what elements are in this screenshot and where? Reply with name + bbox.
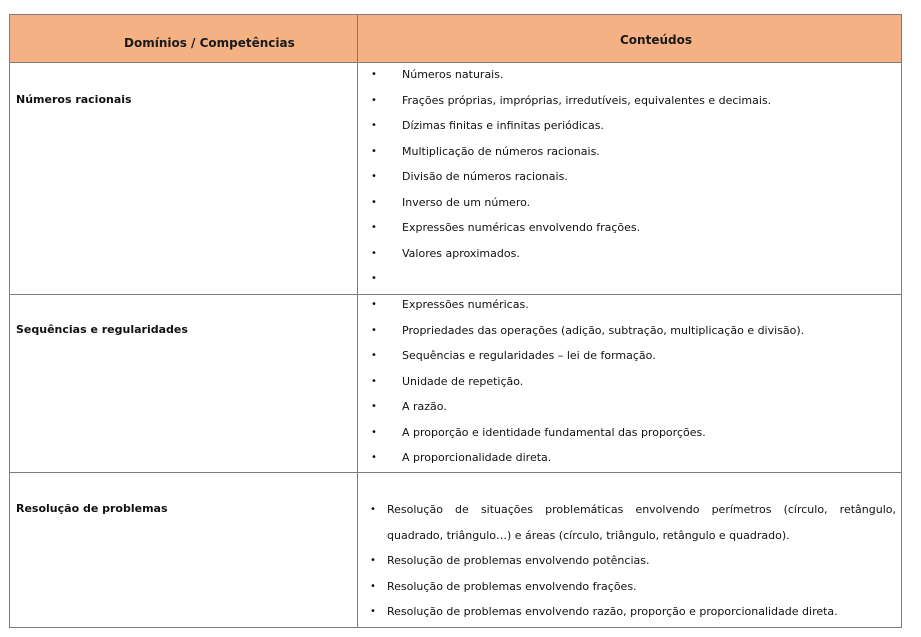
bullet-icon: • [370,555,376,566]
bullet-icon: • [371,299,377,310]
bullet-icon: • [371,69,377,80]
list-item: • A razão. [370,398,804,424]
bullet-icon: • [371,273,377,284]
header-contents: Conteúdos [620,33,692,47]
list-item: • Resolução de problemas envolvendo frações. [370,578,896,604]
bullet-icon: • [371,426,377,438]
list-item [370,270,771,296]
contents-list-numeros-racionais [370,66,771,296]
bullet-icon: • [371,247,377,259]
list-item: • A proporcionalidade direta. [370,449,804,475]
list-item: • Resolução de problemas envolvendo razão, proporção e proporcionalidade direta. [370,603,896,629]
content-table [9,14,902,628]
list-item: • Resolução de situações problemáticas envolvendo perímetros (círculo, retângulo, quadrado, triângulo…) e áreas (círculo, triângulo, retângulo e quadrado). [370,503,896,542]
list-item: • Expressões numéricas. [370,296,804,322]
bullet-icon: • [371,196,377,208]
list-item: • Unidade de repetição. [370,373,804,399]
domain-numeros-racionais: Números racionais [16,93,132,106]
bullet-icon: • [371,401,377,412]
domain-resolucao-problemas: Resolução de problemas [16,502,168,515]
contents-list-resolucao [370,501,896,629]
bullet-icon: • [370,580,376,592]
list-item: • Resolução de problemas envolvendo potências. [370,552,896,578]
bullet-icon: • [371,324,377,336]
list-item: • Números naturais. [370,66,771,92]
list-item: • Propriedades das operações (adição, subtração, multiplicação e divisão). [370,322,804,348]
list-item: • Sequências e regularidades – lei de formação. [370,347,804,373]
list-item: • Inverso de um número. [370,194,771,220]
list-item: • Valores aproximados. [370,245,771,271]
bullet-icon: • [371,222,377,233]
bullet-icon: • [371,171,377,182]
domain-sequencias-regularidades: Sequências e regularidades [16,323,188,336]
list-item: • A proporção e identidade fundamental das proporções. [370,424,804,450]
bullet-icon: • [370,504,376,515]
list-item: • Multiplicação de números racionais. [370,143,771,169]
list-item: • Frações próprias, impróprias, irredutíveis, equivalentes e decimais. [370,92,771,118]
column-divider [357,15,358,627]
bullet-icon: • [371,452,377,463]
list-item: • Divisão de números racionais. [370,168,771,194]
list-item: • Expressões numéricas envolvendo frações. [370,219,771,245]
bullet-icon: • [371,375,377,387]
bullet-icon: • [371,145,377,157]
bullet-icon: • [371,350,377,361]
header-domains: Domínios / Competências [124,36,295,50]
contents-list-sequencias [370,296,804,475]
bullet-icon: • [371,120,377,131]
list-item: • Dízimas finitas e infinitas periódicas. [370,117,771,143]
bullet-icon: • [371,94,377,106]
bullet-icon: • [370,606,376,617]
